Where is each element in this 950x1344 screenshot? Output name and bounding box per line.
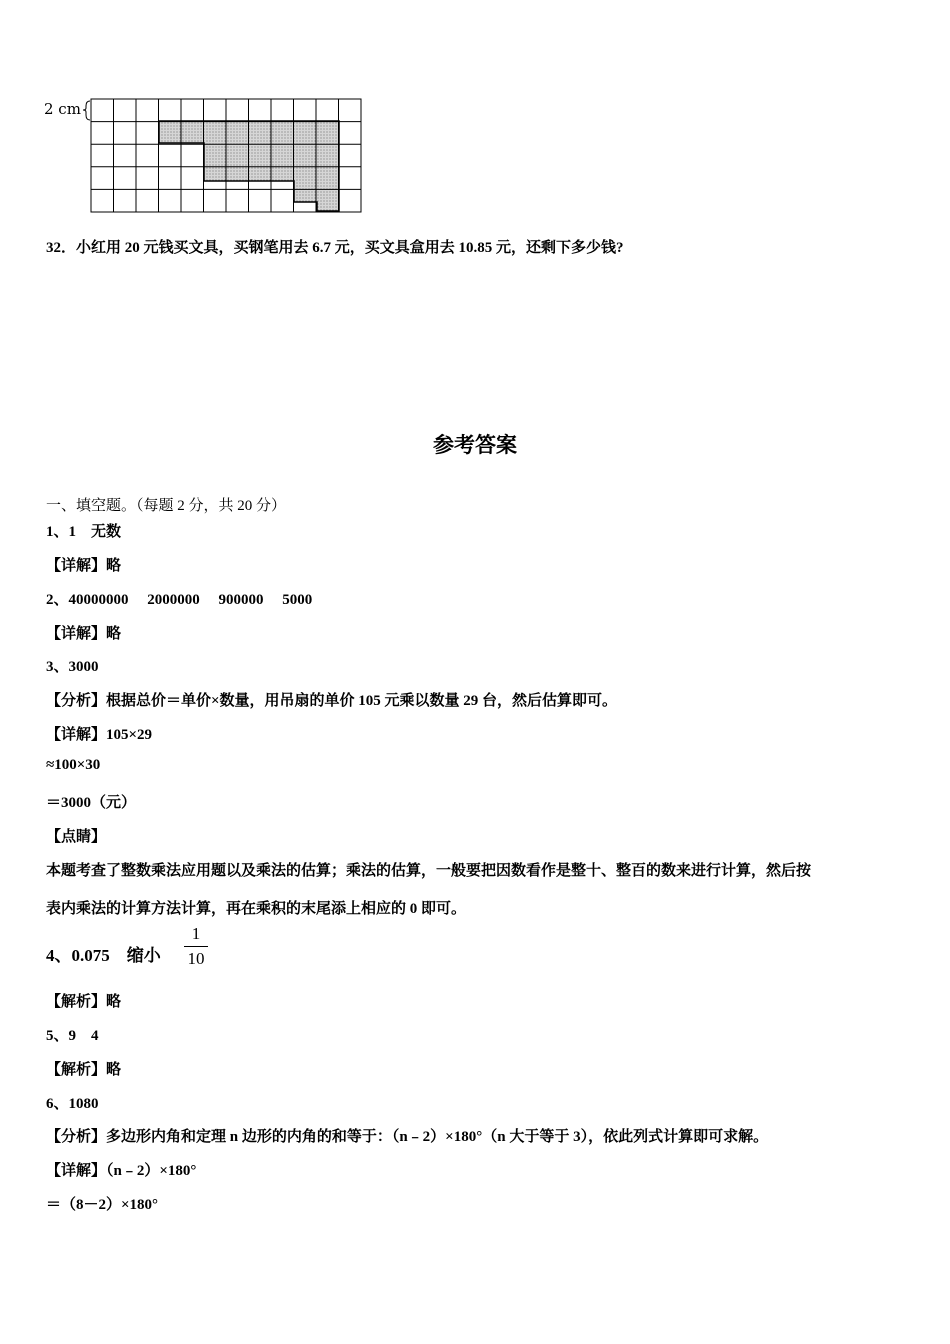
- brace-mark: [83, 101, 90, 120]
- fraction-numerator: 1: [191, 924, 201, 943]
- fraction-bar: [184, 946, 208, 947]
- answer-5: 5、9 4: [46, 1028, 99, 1044]
- comment-3-line2: 表内乘法的计算方法计算，再在乘积的末尾添上相应的 0 即可。: [46, 901, 467, 917]
- grid-diagram: [44, 98, 374, 216]
- analysis-6: 【分析】多边形内角和定理 n 边形的内角的和等于：（n﹣2）×180°（n 大于等于 3），依此列式计算即可求解。: [46, 1129, 769, 1145]
- answer-title: 参考答案: [433, 433, 517, 457]
- section-heading: 一、填空题。（每题 2 分，共 20 分）: [46, 498, 287, 514]
- detail-3-line3: ＝3000（元）: [46, 795, 137, 811]
- detail-3-line2: ≈100×30: [46, 757, 101, 773]
- analysis-3: 【分析】根据总价＝单价×数量，用吊扇的单价 105 元乘以数量 29 台，然后估算即可。: [46, 693, 618, 709]
- comment-3-heading: 【点睛】: [46, 829, 107, 845]
- explain-5: 【解析】略: [46, 1062, 122, 1078]
- answer-4: 4、0.075 缩小: [46, 946, 161, 965]
- detail-1: 【详解】略: [46, 558, 122, 574]
- detail-6-line2: ＝（8－2）×180°: [46, 1197, 159, 1213]
- scale-label: 2 cm: [44, 100, 81, 118]
- fraction-one-tenth: [184, 924, 208, 969]
- explain-4: 【解析】略: [46, 994, 122, 1010]
- answer-1: 1、1 无数: [46, 524, 122, 540]
- detail-3-line1: 【详解】105×29: [46, 727, 153, 743]
- comment-3-line1: 本题考查了整数乘法应用题以及乘法的估算；乘法的估算，一般要把因数看作是整十、整百的数来进行计算，然后按: [46, 863, 812, 879]
- question-32: 32．小红用 20 元钱买文具，买钢笔用去 6.7 元，买文具盒用去 10.85 元，还剩下多少钱?: [46, 240, 624, 256]
- detail-2: 【详解】略: [46, 626, 122, 642]
- answer-2: 2、40000000 2000000 900000 5000: [46, 592, 313, 608]
- detail-6-line1: 【详解】（n﹣2）×180°: [46, 1163, 197, 1179]
- grid-figure: [44, 98, 374, 216]
- answer-3: 3、3000: [46, 659, 99, 675]
- answer-6: 6、1080: [46, 1096, 99, 1112]
- fraction-denominator: 10: [187, 949, 205, 968]
